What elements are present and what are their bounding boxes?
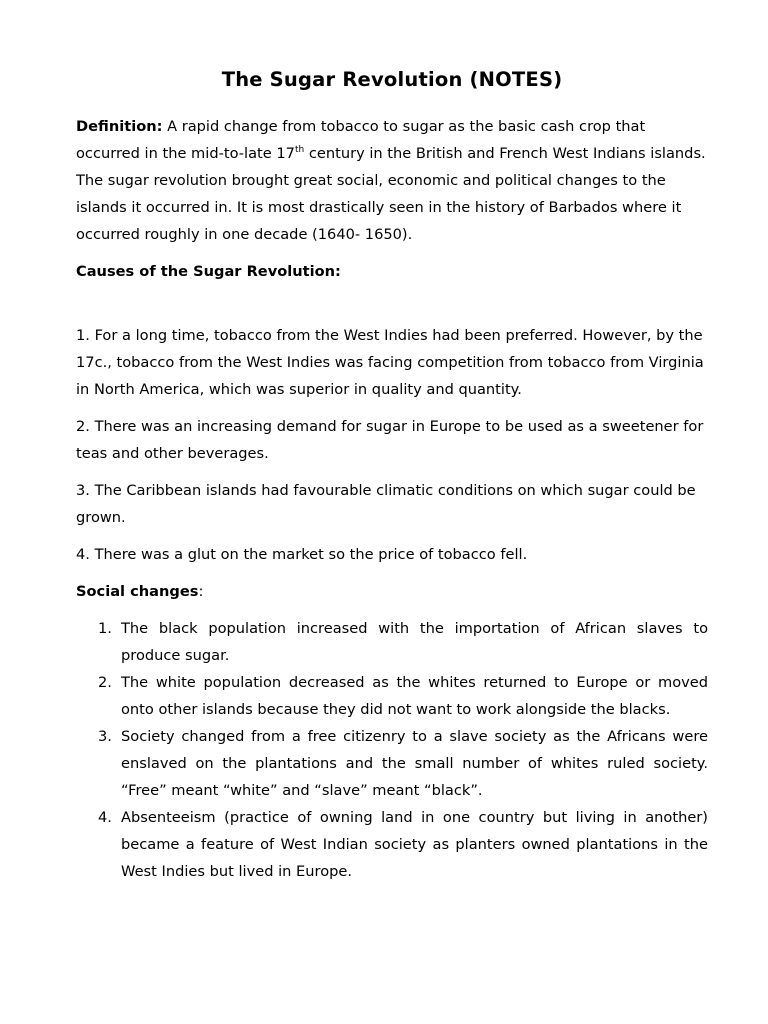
list-item-text: Absenteeism (practice of owning land in one country but living in another) became a feature of West Indian society as planters owned plantations in the West Indies but lived in Europe. — [121, 809, 708, 880]
list-item-number: 4. — [98, 809, 112, 826]
definition-text-part1: A rapid change from tobacco to sugar as the basic cash crop that occurred in the mid-to-late 17 — [76, 118, 646, 162]
cause-item-4: 4. There was a glut on the market so the price of tobacco fell. — [76, 546, 528, 563]
list-item-text: Society changed from a free citizenry to a slave society as the Africans were enslaved on the plantations and the small number of whites ruled society. “Free” meant “white” and “slave” meant “black”. — [121, 728, 708, 799]
list-item-number: 3. — [98, 728, 112, 745]
list-item-text: The black population increased with the importation of African slaves to produce sugar. — [121, 620, 708, 664]
causes-heading: Causes of the Sugar Revolution: — [76, 263, 341, 280]
list-item-number: 1. — [98, 620, 112, 637]
cause-item-1: 1. For a long time, tobacco from the West Indies had been preferred. However, by the 17c., tobacco from the West Indies was facing competition from tobacco from Virginia in North America, which was superior in quality and quantity. — [76, 327, 704, 398]
definition-label: Definition: — [76, 118, 163, 135]
list-item-number: 2. — [98, 674, 112, 691]
list-item — [76, 669, 708, 723]
list-item-text: The white population decreased as the whites returned to Europe or moved onto other islands because they did not want to work alongside the blacks. — [121, 674, 708, 718]
social-changes-heading-colon: : — [198, 583, 204, 600]
definition-paragraph — [76, 113, 708, 248]
list-item — [76, 723, 708, 804]
cause-item-3: 3. The Caribbean islands had favourable climatic conditions on which sugar could be grown. — [76, 482, 696, 526]
social-changes-heading — [76, 578, 708, 605]
page-title: The Sugar Revolution (NOTES) — [221, 68, 563, 91]
social-changes-heading-text: Social changes — [76, 583, 199, 600]
list-item — [76, 615, 708, 669]
list-item — [76, 804, 708, 885]
definition-text-part2: century in the British and French West Indians islands. The sugar revolution brought great social, economic and political changes to the islands it occurred in. It is most drastically seen in the history of Barbados where it occurred roughly in one decade (1640- 1650). — [76, 145, 706, 243]
cause-item-2: 2. There was an increasing demand for sugar in Europe to be used as a sweetener for teas and other beverages. — [76, 418, 704, 462]
definition-superscript: th — [294, 145, 305, 156]
social-changes-list — [76, 615, 708, 885]
